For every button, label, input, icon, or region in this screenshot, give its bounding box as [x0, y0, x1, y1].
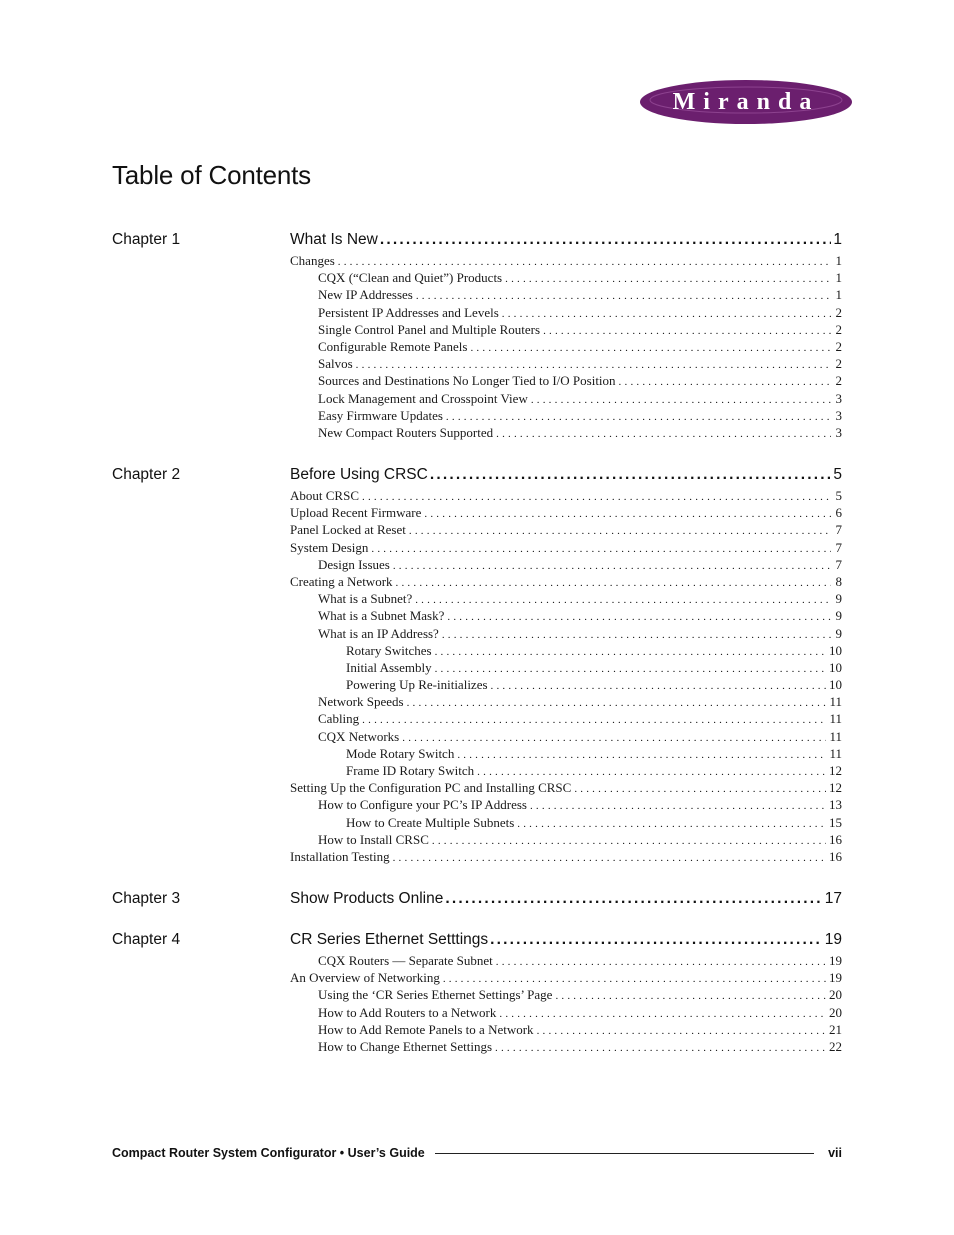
- toc-entry[interactable]: [290, 746, 842, 763]
- leader-dots: [393, 852, 826, 864]
- entry-title: Rotary Switches: [346, 642, 432, 658]
- entry-page-number: 2: [835, 321, 842, 337]
- entry-page-number: 1: [835, 287, 842, 303]
- leader-dots: [435, 663, 826, 675]
- entry-page-number: 20: [829, 1004, 842, 1020]
- leader-dots: [457, 749, 826, 761]
- entry-title: Salvos: [318, 356, 353, 372]
- leader-dots: [445, 890, 822, 908]
- footer-doc-title: Compact Router System Configurator • User’s Guide: [112, 1146, 425, 1160]
- leader-dots: [530, 800, 826, 812]
- chapter-label: Chapter 4: [112, 931, 181, 948]
- entry-page-number: 6: [835, 505, 842, 521]
- entry-title: About CRSC: [290, 488, 359, 503]
- entry-title: What is a Subnet Mask?: [318, 608, 445, 624]
- leader-dots: [409, 525, 831, 537]
- leader-dots: [531, 394, 831, 406]
- toc-entry[interactable]: [290, 488, 842, 505]
- entry-page-number: 2: [835, 373, 842, 389]
- entry-title: Powering Up Re-initializes: [346, 677, 488, 693]
- chapter-label: Chapter 3: [112, 890, 181, 907]
- miranda-logo: [638, 78, 854, 126]
- entry-title: Lock Management and Crosspoint View: [318, 390, 528, 406]
- leader-dots: [442, 629, 831, 641]
- toc-entry[interactable]: [290, 591, 842, 608]
- leader-dots: [495, 1042, 826, 1054]
- chapter-page-number: 5: [833, 466, 842, 483]
- entry-list: [290, 488, 842, 866]
- toc-entry[interactable]: [290, 1022, 842, 1039]
- entry-page-number: 3: [835, 390, 842, 406]
- leader-dots: [380, 231, 832, 249]
- toc-entry[interactable]: [290, 626, 842, 643]
- entry-page-number: 19: [829, 970, 842, 986]
- entry-title: Frame ID Rotary Switch: [346, 763, 475, 778]
- toc-entry[interactable]: [290, 970, 842, 987]
- leader-dots: [502, 308, 831, 320]
- entry-title: Persistent IP Addresses and Levels: [318, 304, 499, 320]
- leader-dots: [446, 411, 831, 423]
- entry-page-number: 19: [829, 953, 842, 968]
- toc-entry[interactable]: [290, 780, 842, 797]
- toc-entry[interactable]: [290, 339, 842, 356]
- toc-entry[interactable]: [290, 729, 842, 746]
- entry-page-number: 9: [835, 591, 842, 607]
- entry-page-number: 11: [829, 694, 842, 710]
- leader-dots: [393, 560, 831, 572]
- toc-entry[interactable]: [290, 522, 842, 539]
- toc-entry[interactable]: [290, 373, 842, 390]
- entry-title: Using the ‘CR Series Ethernet Settings’ Page: [318, 987, 553, 1003]
- leader-dots: [496, 428, 831, 440]
- entry-page-number: 7: [835, 522, 842, 538]
- entry-title: New IP Addresses: [318, 287, 413, 303]
- toc-entry[interactable]: [290, 270, 842, 287]
- entry-page-number: 1: [835, 253, 842, 268]
- entry-title: Setting Up the Configuration PC and Installing CRSC: [290, 780, 572, 796]
- toc-entry[interactable]: [290, 797, 842, 814]
- entry-page-number: 7: [835, 539, 842, 555]
- leader-dots: [435, 646, 826, 658]
- leader-dots: [447, 611, 831, 623]
- entry-page-number: 2: [835, 304, 842, 320]
- entry-page-number: 10: [829, 642, 842, 658]
- entry-page-number: 3: [835, 407, 842, 423]
- page-footer: [112, 1146, 842, 1160]
- leader-dots: [499, 1008, 826, 1020]
- leader-dots: [362, 714, 826, 726]
- entry-page-number: 12: [829, 763, 842, 778]
- entry-title: System Design: [290, 539, 369, 555]
- toc-entry[interactable]: [290, 815, 842, 832]
- leader-dots: [407, 697, 827, 709]
- page-title: Table of Contents: [112, 160, 311, 190]
- entry-title: How to Change Ethernet Settings: [318, 1038, 493, 1054]
- toc-entry[interactable]: [290, 253, 842, 270]
- entry-page-number: 7: [835, 556, 842, 572]
- toc-entry[interactable]: [290, 557, 842, 574]
- entry-page-number: 13: [829, 797, 842, 813]
- leader-dots: [490, 931, 823, 949]
- entry-page-number: 11: [829, 745, 842, 761]
- leader-dots: [543, 325, 831, 337]
- entry-page-number: 16: [829, 831, 842, 847]
- toc-entry[interactable]: [290, 305, 842, 322]
- entry-title: CQX (“Clean and Quiet”) Products: [318, 270, 503, 286]
- footer-rule: [435, 1153, 814, 1154]
- entry-title: Network Speeds: [318, 694, 404, 710]
- leader-dots: [477, 766, 826, 778]
- entry-page-number: 2: [835, 356, 842, 372]
- entry-page-number: 10: [829, 659, 842, 675]
- toc-entry[interactable]: [290, 677, 842, 694]
- toc-entry[interactable]: [290, 953, 842, 970]
- toc-entry[interactable]: [290, 694, 842, 711]
- toc-entry[interactable]: [290, 660, 842, 677]
- entry-page-number: 15: [829, 814, 842, 830]
- entry-title: CQX Routers — Separate Subnet: [318, 953, 493, 968]
- entry-title: Creating a Network: [290, 573, 393, 589]
- entry-page-number: 10: [829, 677, 842, 693]
- entry-title: Installation Testing: [290, 848, 390, 864]
- logo-text: Miranda: [672, 89, 820, 115]
- entry-title: What is a Subnet?: [318, 591, 413, 607]
- entry-page-number: 3: [835, 424, 842, 440]
- entry-page-number: 20: [829, 987, 842, 1003]
- entry-page-number: 12: [829, 780, 842, 796]
- entry-title: How to Add Routers to a Network: [318, 1004, 497, 1020]
- leader-dots: [470, 342, 831, 354]
- chapter-page-number: 17: [824, 890, 842, 907]
- leader-dots: [574, 783, 826, 795]
- entry-page-number: 9: [835, 625, 842, 641]
- leader-dots: [619, 376, 831, 388]
- entry-page-number: 1: [835, 270, 842, 286]
- toc-entry[interactable]: [290, 574, 842, 591]
- entry-title: CQX Networks: [318, 728, 400, 744]
- toc-entry[interactable]: [290, 643, 842, 660]
- entry-title: Initial Assembly: [346, 659, 432, 675]
- entry-title: Cabling: [318, 711, 360, 727]
- entry-title: How to Create Multiple Subnets: [346, 814, 515, 830]
- entry-title: Design Issues: [318, 556, 390, 572]
- leader-dots: [424, 508, 831, 520]
- chapter-page-number: 19: [824, 931, 842, 948]
- entry-title: Single Control Panel and Multiple Routers: [318, 321, 541, 337]
- footer-page-number: vii: [828, 1146, 842, 1160]
- toc-entry[interactable]: [290, 1005, 842, 1022]
- leader-dots: [371, 543, 831, 555]
- entry-page-number: 5: [835, 488, 842, 503]
- toc-entry[interactable]: [290, 391, 842, 408]
- toc-entry[interactable]: [290, 987, 842, 1004]
- chapter-title: Before Using CRSC: [290, 466, 428, 483]
- toc-entry[interactable]: [290, 832, 842, 849]
- toc-entry[interactable]: [290, 711, 842, 728]
- entry-page-number: 9: [835, 608, 842, 624]
- toc-entry[interactable]: [290, 322, 842, 339]
- entry-title: How to Configure your PC’s IP Address: [318, 797, 527, 813]
- chapter-title: What Is New: [290, 231, 378, 248]
- entry-title: Panel Locked at Reset: [290, 522, 406, 538]
- entry-page-number: 11: [829, 711, 842, 727]
- entry-title: Changes: [290, 253, 335, 268]
- leader-dots: [396, 577, 831, 589]
- toc-entry[interactable]: [290, 425, 842, 442]
- leader-dots: [430, 466, 832, 484]
- entry-list: [290, 253, 842, 442]
- leader-dots: [517, 818, 826, 830]
- toc-entry[interactable]: [290, 408, 842, 425]
- toc-entry[interactable]: [290, 287, 842, 304]
- entry-page-number: 22: [829, 1038, 842, 1054]
- leader-dots: [432, 835, 826, 847]
- chapter-page-number: 1: [833, 231, 842, 248]
- entry-title: Mode Rotary Switch: [346, 745, 455, 761]
- chapter-title-link[interactable]: [290, 931, 842, 949]
- leader-dots: [356, 359, 831, 371]
- entry-title: How to Add Remote Panels to a Network: [318, 1021, 534, 1037]
- toc-entry[interactable]: [290, 1039, 842, 1056]
- entry-title: How to Install CRSC: [318, 831, 429, 847]
- chapter-title: CR Series Ethernet Setttings: [290, 931, 489, 948]
- entry-title: Upload Recent Firmware: [290, 505, 422, 521]
- toc-entry[interactable]: [290, 356, 842, 373]
- entry-page-number: 11: [829, 728, 842, 744]
- toc-entry[interactable]: [290, 540, 842, 557]
- entry-page-number: 2: [835, 338, 842, 354]
- leader-dots: [416, 290, 831, 302]
- leader-dots: [491, 680, 826, 692]
- chapter-title-link[interactable]: [290, 890, 842, 908]
- toc-entry[interactable]: [290, 763, 842, 780]
- leader-dots: [537, 1025, 826, 1037]
- leader-dots: [505, 273, 831, 285]
- entry-title: Configurable Remote Panels: [318, 338, 468, 354]
- leader-dots: [362, 491, 831, 503]
- entry-page-number: 21: [829, 1021, 842, 1037]
- chapter-label: Chapter 2: [112, 466, 181, 483]
- toc-entry[interactable]: [290, 608, 842, 625]
- chapter-title-link[interactable]: [290, 231, 842, 249]
- toc-entry[interactable]: [290, 505, 842, 522]
- leader-dots: [443, 973, 826, 985]
- entry-list: [290, 953, 842, 1056]
- toc-entry[interactable]: [290, 849, 842, 866]
- entry-title: An Overview of Networking: [290, 970, 440, 986]
- entry-title: Easy Firmware Updates: [318, 407, 443, 423]
- entry-page-number: 16: [829, 848, 842, 864]
- entry-page-number: 8: [835, 573, 842, 589]
- leader-dots: [338, 256, 831, 268]
- entry-title: Sources and Destinations No Longer Tied to I/O Position: [318, 373, 616, 389]
- chapter-label: Chapter 1: [112, 231, 181, 248]
- leader-dots: [496, 956, 826, 968]
- entry-title: What is an IP Address?: [318, 625, 439, 641]
- entry-title: New Compact Routers Supported: [318, 424, 494, 440]
- leader-dots: [555, 990, 826, 1002]
- chapter-title-link[interactable]: [290, 466, 842, 484]
- leader-dots: [402, 732, 826, 744]
- chapter-title: Show Products Online: [290, 890, 444, 907]
- leader-dots: [415, 594, 831, 606]
